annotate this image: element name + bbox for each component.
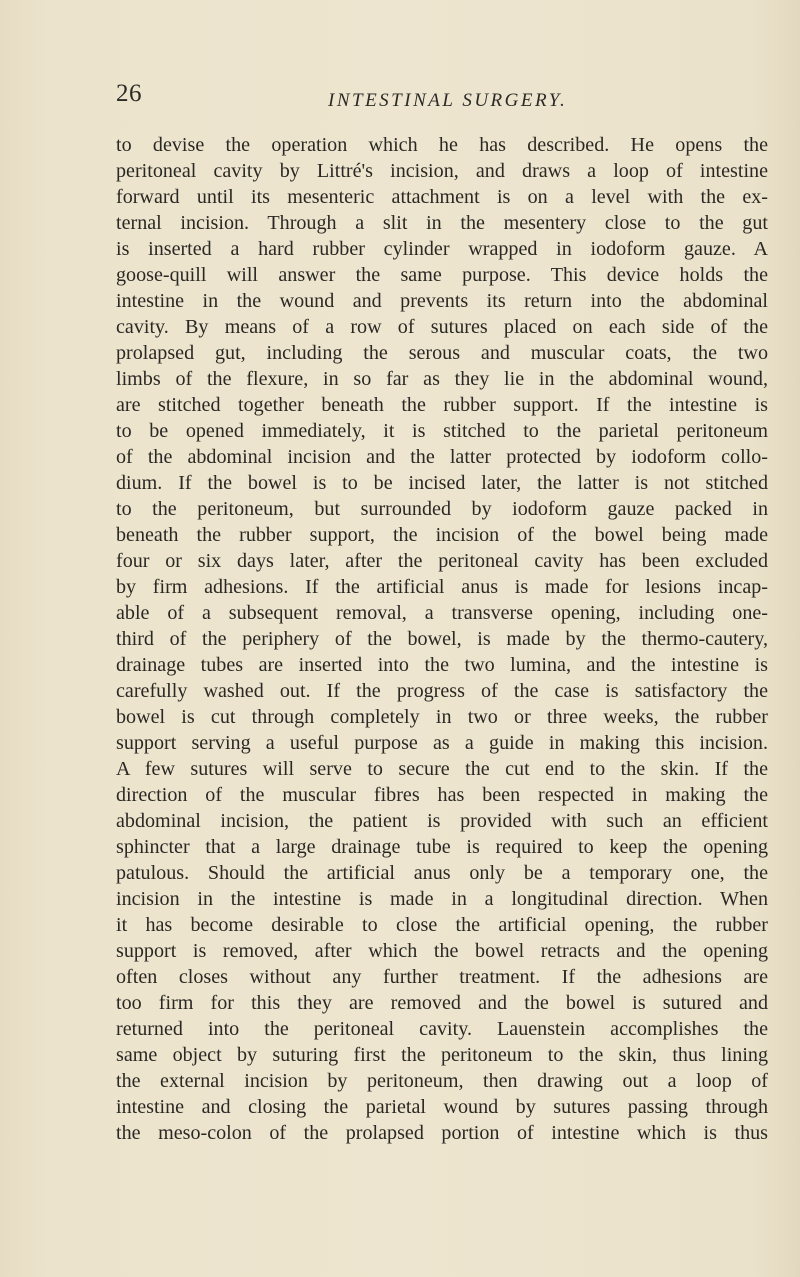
page-number: 26 bbox=[116, 80, 142, 107]
text-line: peritoneal cavity by Littré's incision, and draws a loop of intestine bbox=[116, 160, 768, 182]
text-line: by firm adhesions. If the artificial anus is made for lesions incap- bbox=[116, 576, 768, 598]
text-line: to the peritoneum, but surrounded by iodoform gauze packed in bbox=[116, 498, 768, 520]
text-line: support is removed, after which the bowel retracts and the opening bbox=[116, 940, 768, 962]
text-line: prolapsed gut, including the serous and muscular coats, the two bbox=[116, 342, 768, 364]
text-line: sphincter that a large drainage tube is required to keep the opening bbox=[116, 836, 768, 858]
text-line: bowel is cut through completely in two or three weeks, the rubber bbox=[116, 706, 768, 728]
text-line: third of the periphery of the bowel, is made by the thermo-cautery, bbox=[116, 628, 768, 650]
text-line: goose-quill will answer the same purpose. This device holds the bbox=[116, 264, 768, 286]
text-line: the external incision by peritoneum, then drawing out a loop of bbox=[116, 1070, 768, 1092]
text-line: incision in the intestine is made in a longitudinal direction. When bbox=[116, 888, 768, 910]
text-line: able of a subsequent removal, a transverse opening, including one- bbox=[116, 602, 768, 624]
text-line: limbs of the flexure, in so far as they lie in the abdominal wound, bbox=[116, 368, 768, 390]
text-line: to be opened immediately, it is stitched to the parietal peritoneum bbox=[116, 420, 768, 442]
text-line: returned into the peritoneal cavity. Lauenstein accomplishes the bbox=[116, 1018, 768, 1040]
text-line: cavity. By means of a row of sutures placed on each side of the bbox=[116, 316, 768, 338]
text-line: support serving a useful purpose as a guide in making this incision. bbox=[116, 732, 768, 754]
text-line: often closes without any further treatment. If the adhesions are bbox=[116, 966, 768, 988]
text-line: intestine and closing the parietal wound by sutures passing through bbox=[116, 1096, 768, 1118]
text-line: A few sutures will serve to secure the cut end to the skin. If the bbox=[116, 758, 768, 780]
text-line: too firm for this they are removed and the bowel is sutured and bbox=[116, 992, 768, 1014]
text-line: four or six days later, after the peritoneal cavity has been excluded bbox=[116, 550, 768, 572]
running-title: INTESTINAL SURGERY. bbox=[328, 90, 568, 111]
text-line: of the abdominal incision and the latter protected by iodoform collo- bbox=[116, 446, 768, 468]
text-line: drainage tubes are inserted into the two lumina, and the intestine is bbox=[116, 654, 768, 676]
text-line: are stitched together beneath the rubber support. If the intestine is bbox=[116, 394, 768, 416]
text-line: to devise the operation which he has described. He opens the bbox=[116, 134, 768, 156]
text-line: the meso-colon of the prolapsed portion of intestine which is thus bbox=[116, 1122, 768, 1144]
text-line: it has become desirable to close the artificial opening, the rubber bbox=[116, 914, 768, 936]
text-line: direction of the muscular fibres has been respected in making the bbox=[116, 784, 768, 806]
text-line: abdominal incision, the patient is provided with such an efficient bbox=[116, 810, 768, 832]
body-text bbox=[116, 132, 768, 1146]
text-line: patulous. Should the artificial anus only be a temporary one, the bbox=[116, 862, 768, 884]
text-line: carefully washed out. If the progress of the case is satisfactory the bbox=[116, 680, 768, 702]
text-line: forward until its mesenteric attachment is on a level with the ex- bbox=[116, 186, 768, 208]
text-line: same object by suturing first the peritoneum to the skin, thus lining bbox=[116, 1044, 768, 1066]
text-line: dium. If the bowel is to be incised later, the latter is not stitched bbox=[116, 472, 768, 494]
text-line: beneath the rubber support, the incision of the bowel being made bbox=[116, 524, 768, 546]
text-line: is inserted a hard rubber cylinder wrapped in iodoform gauze. A bbox=[116, 238, 768, 260]
text-line: ternal incision. Through a slit in the mesentery close to the gut bbox=[116, 212, 768, 234]
text-line: intestine in the wound and prevents its return into the abdominal bbox=[116, 290, 768, 312]
